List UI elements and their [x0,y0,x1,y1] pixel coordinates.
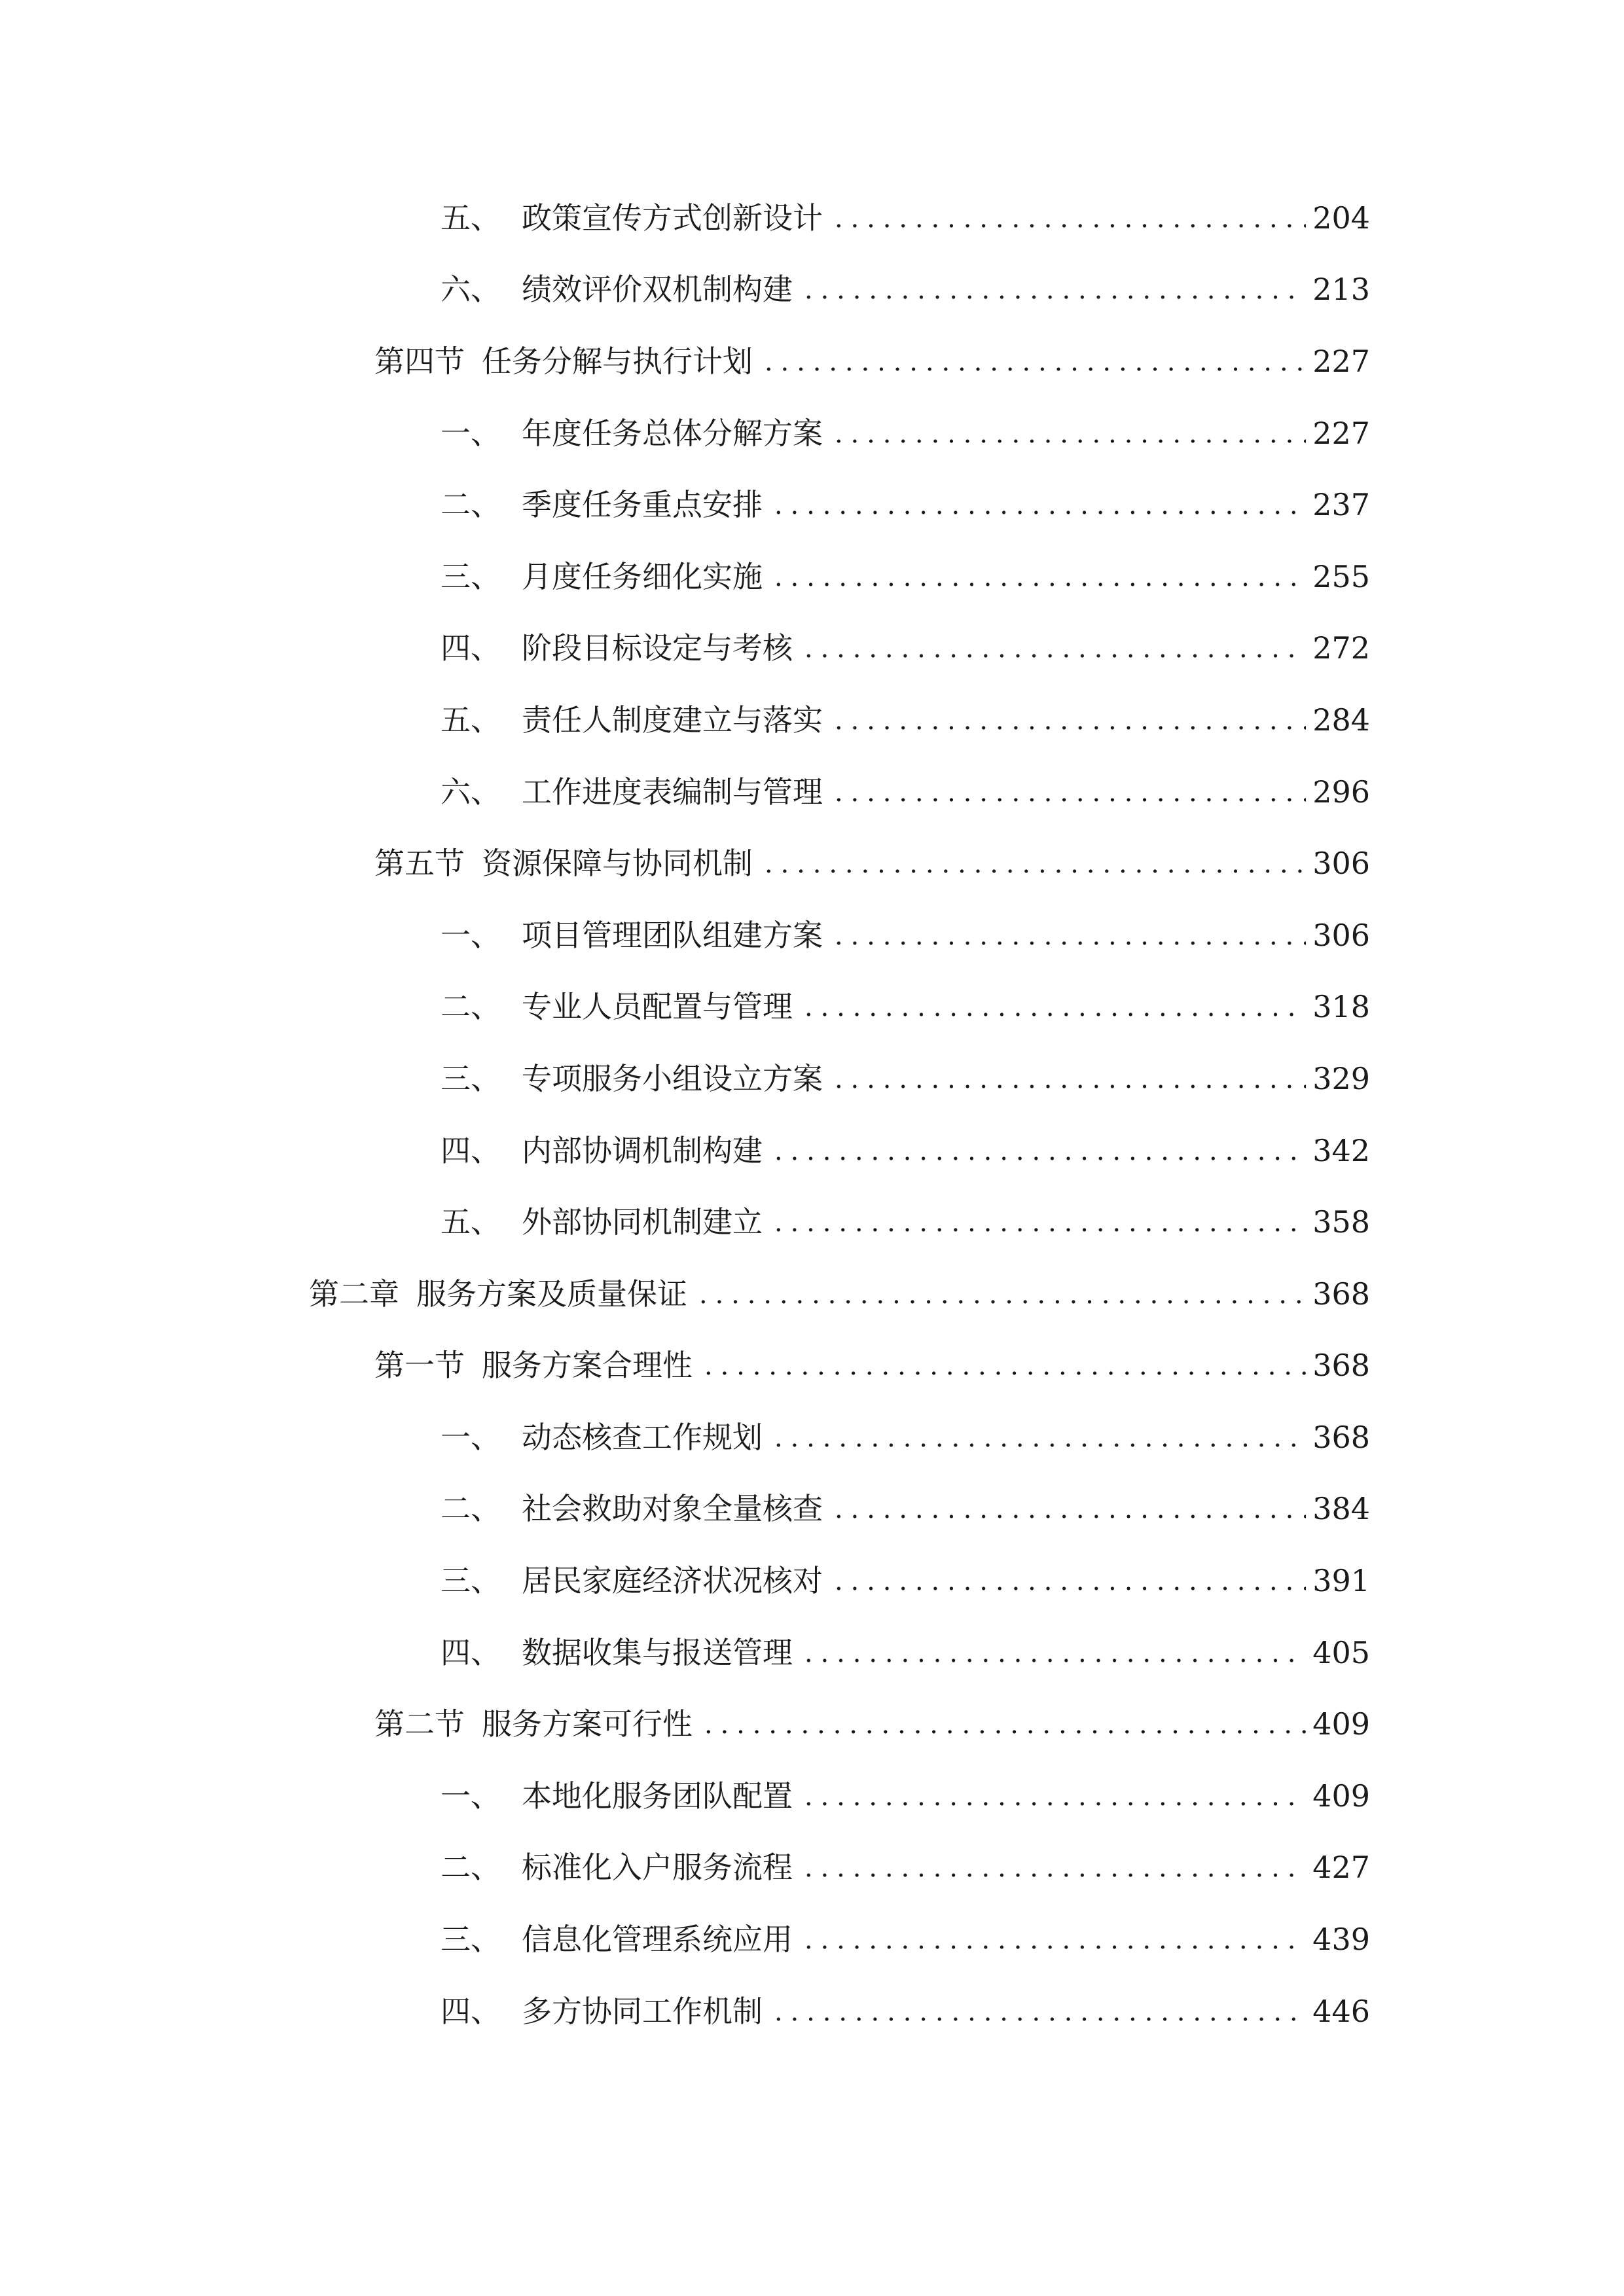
toc-entry-level-3[interactable] [0,469,1624,541]
toc-entry-label [441,415,823,451]
toc-entry-page-number: 384 [1312,1491,1370,1527]
toc-entry-title: 责任人制度建立与落实 [522,702,823,738]
toc-entry-page-number: 306 [1312,846,1370,882]
toc-entry-number: 第四节 [374,343,465,379]
toc-entry-label [441,1778,793,1814]
toc-entry-number: 二、 [441,989,501,1025]
toc-entry-level-3[interactable] [0,1186,1624,1258]
toc-entry-page-number: 213 [1312,272,1370,308]
toc-entry-label [441,200,823,236]
toc-entry-number: 六、 [441,272,501,308]
toc-entry-number: 四、 [441,630,501,666]
toc-entry-page-number: 227 [1312,415,1370,451]
toc-entry-page-number: 255 [1312,558,1370,594]
dot-leader [831,203,1306,233]
toc-entry-level-3[interactable] [0,182,1624,254]
dot-leader [831,1566,1306,1596]
toc-entry-level-3[interactable] [0,1401,1624,1473]
toc-entry-number: 第二节 [374,1706,465,1742]
toc-entry-label [374,1348,693,1384]
toc-entry-page-number: 446 [1312,1993,1370,2029]
toc-entry-number: 一、 [441,1778,501,1814]
toc-entry-label [441,917,823,953]
dot-leader [770,562,1306,592]
toc-entry-title: 外部协同机制建立 [522,1204,763,1240]
toc-entry-number: 四、 [441,1132,501,1168]
toc-entry-level-3[interactable] [0,1545,1624,1617]
toc-entry-label [441,487,763,523]
dot-leader [801,274,1306,304]
toc-entry-title: 资源保障与协同机制 [482,846,753,882]
toc-entry-level-3[interactable] [0,899,1624,971]
toc-entry-level-2[interactable] [0,1688,1624,1760]
toc-entry-page-number: 368 [1312,1419,1370,1455]
toc-entry-level-3[interactable] [0,254,1624,326]
toc-entry-page-number: 409 [1312,1778,1370,1814]
toc-entry-title: 工作进度表编制与管理 [522,774,823,810]
toc-entry-title: 任务分解与执行计划 [482,343,753,379]
dot-leader [761,346,1306,376]
dot-leader [695,1279,1306,1309]
toc-entry-title: 政策宣传方式创新设计 [522,200,823,236]
toc-entry-title: 信息化管理系统应用 [522,1922,793,1958]
toc-entry-title: 内部协调机制构建 [522,1132,763,1168]
dot-leader [801,1924,1306,1954]
toc-entry-page-number: 368 [1312,1276,1370,1312]
toc-entry-title: 绩效评价双机制构建 [522,272,793,308]
toc-entry-number: 四、 [441,1634,501,1670]
toc-entry-level-3[interactable] [0,1043,1624,1115]
toc-entry-page-number: 204 [1312,200,1370,236]
toc-entry-level-1[interactable] [0,1258,1624,1330]
toc-entry-number: 四、 [441,1993,501,2029]
toc-entry-label [441,1634,793,1670]
toc-entry-page-number: 306 [1312,917,1370,953]
toc-entry-page-number: 405 [1312,1634,1370,1670]
toc-entry-level-2[interactable] [0,1330,1624,1402]
toc-entry-label [441,272,793,308]
toc-entry-title: 年度任务总体分解方案 [522,415,823,451]
toc-entry-label [441,774,823,810]
toc-entry-page-number: 227 [1312,343,1370,379]
toc-entry-label [441,558,763,594]
toc-entry-number: 一、 [441,415,501,451]
dot-leader [831,418,1306,448]
dot-leader [700,1709,1306,1739]
toc-entry-page-number: 439 [1312,1922,1370,1958]
toc-entry-label [441,1204,763,1240]
dot-leader [801,1781,1306,1811]
toc-entry-number: 三、 [441,1922,501,1958]
toc-entry-title: 季度任务重点安排 [522,487,763,523]
toc-entry-level-3[interactable] [0,1903,1624,1975]
toc-entry-label [374,846,753,882]
toc-entry-number: 三、 [441,558,501,594]
toc-entry-label [309,1276,687,1312]
dot-leader [831,920,1306,950]
toc-entry-level-3[interactable] [0,613,1624,685]
toc-entry-level-3[interactable] [0,971,1624,1043]
toc-entry-label [374,343,753,379]
dot-leader [801,992,1306,1022]
toc-entry-level-3[interactable] [0,1975,1624,2047]
dot-leader [770,1996,1306,2026]
toc-entry-number: 第五节 [374,846,465,882]
toc-entry-number: 三、 [441,1563,501,1599]
toc-entry-level-3[interactable] [0,1473,1624,1545]
toc-entry-number: 二、 [441,1491,501,1527]
toc-entry-label [441,1060,823,1096]
toc-entry-title: 数据收集与报送管理 [522,1634,793,1670]
toc-entry-number: 六、 [441,774,501,810]
toc-entry-page-number: 368 [1312,1348,1370,1384]
toc-entry-label [441,1993,763,2029]
toc-entry-title: 动态核查工作规划 [522,1419,763,1455]
toc-entry-number: 第二章 [309,1276,399,1312]
dot-leader [831,777,1306,807]
toc-entry-number: 五、 [441,1204,501,1240]
toc-entry-number: 五、 [441,200,501,236]
dot-leader [770,490,1306,520]
toc-entry-label [441,630,793,666]
toc-entry-number: 第一节 [374,1348,465,1384]
dot-leader [831,1494,1306,1524]
dot-leader [700,1350,1306,1380]
dot-leader [770,1422,1306,1452]
toc-entry-title: 项目管理团队组建方案 [522,917,823,953]
dot-leader [801,633,1306,663]
toc-entry-title: 阶段目标设定与考核 [522,630,793,666]
toc-entry-title: 多方协同工作机制 [522,1993,763,2029]
toc-entry-page-number: 318 [1312,989,1370,1025]
toc-entry-level-3[interactable] [0,397,1624,469]
toc-entry-page-number: 391 [1312,1563,1370,1599]
toc-entry-page-number: 427 [1312,1850,1370,1886]
toc-entry-title: 服务方案合理性 [482,1348,693,1384]
toc-entry-title: 标准化入户服务流程 [522,1850,793,1886]
dot-leader [801,1638,1306,1668]
toc-entry-label [441,1419,763,1455]
toc-entry-label [441,1850,793,1886]
toc-entry-number: 五、 [441,702,501,738]
toc-entry-label [374,1706,693,1742]
toc-entry-number: 三、 [441,1060,501,1096]
toc-entry-label [441,1563,823,1599]
toc-entry-number: 一、 [441,917,501,953]
toc-entry-label [441,1132,763,1168]
toc-entry-label [441,1922,793,1958]
toc-entry-page-number: 272 [1312,630,1370,666]
toc-entry-page-number: 237 [1312,487,1370,523]
toc-entry-level-2[interactable] [0,827,1624,899]
dot-leader [761,848,1306,878]
toc-entry-page-number: 296 [1312,774,1370,810]
toc-entry-title: 居民家庭经济状况核对 [522,1563,823,1599]
toc-entry-title: 服务方案可行性 [482,1706,693,1742]
toc-entry-label [441,1491,823,1527]
toc-entry-page-number: 409 [1312,1706,1370,1742]
toc-entry-level-3[interactable] [0,541,1624,613]
toc-entry-page-number: 284 [1312,702,1370,738]
toc-entry-page-number: 358 [1312,1204,1370,1240]
toc-entry-label [441,702,823,738]
toc-entry-number: 二、 [441,487,501,523]
toc-entry-level-3[interactable] [0,1617,1624,1689]
dot-leader [770,1136,1306,1166]
toc-entry-level-3[interactable] [0,684,1624,756]
toc-entry-title: 服务方案及质量保证 [416,1276,687,1312]
toc-entry-level-3[interactable] [0,1832,1624,1904]
dot-leader [831,705,1306,735]
toc-entry-title: 专业人员配置与管理 [522,989,793,1025]
dot-leader [770,1207,1306,1237]
toc-entry-level-2[interactable] [0,325,1624,397]
toc-entry-title: 本地化服务团队配置 [522,1778,793,1814]
toc-entry-level-3[interactable] [0,1760,1624,1832]
toc-entry-title: 专项服务小组设立方案 [522,1060,823,1096]
toc-entry-number: 二、 [441,1850,501,1886]
toc-entry-label [441,989,793,1025]
toc-entry-title: 社会救助对象全量核查 [522,1491,823,1527]
dot-leader [831,1064,1306,1094]
toc-entry-page-number: 329 [1312,1060,1370,1096]
table-of-contents [0,182,1624,2047]
toc-entry-number: 一、 [441,1419,501,1455]
dot-leader [801,1852,1306,1882]
toc-entry-level-3[interactable] [0,1115,1624,1187]
toc-entry-title: 月度任务细化实施 [522,558,763,594]
toc-entry-level-3[interactable] [0,756,1624,828]
toc-entry-page-number: 342 [1312,1132,1370,1168]
